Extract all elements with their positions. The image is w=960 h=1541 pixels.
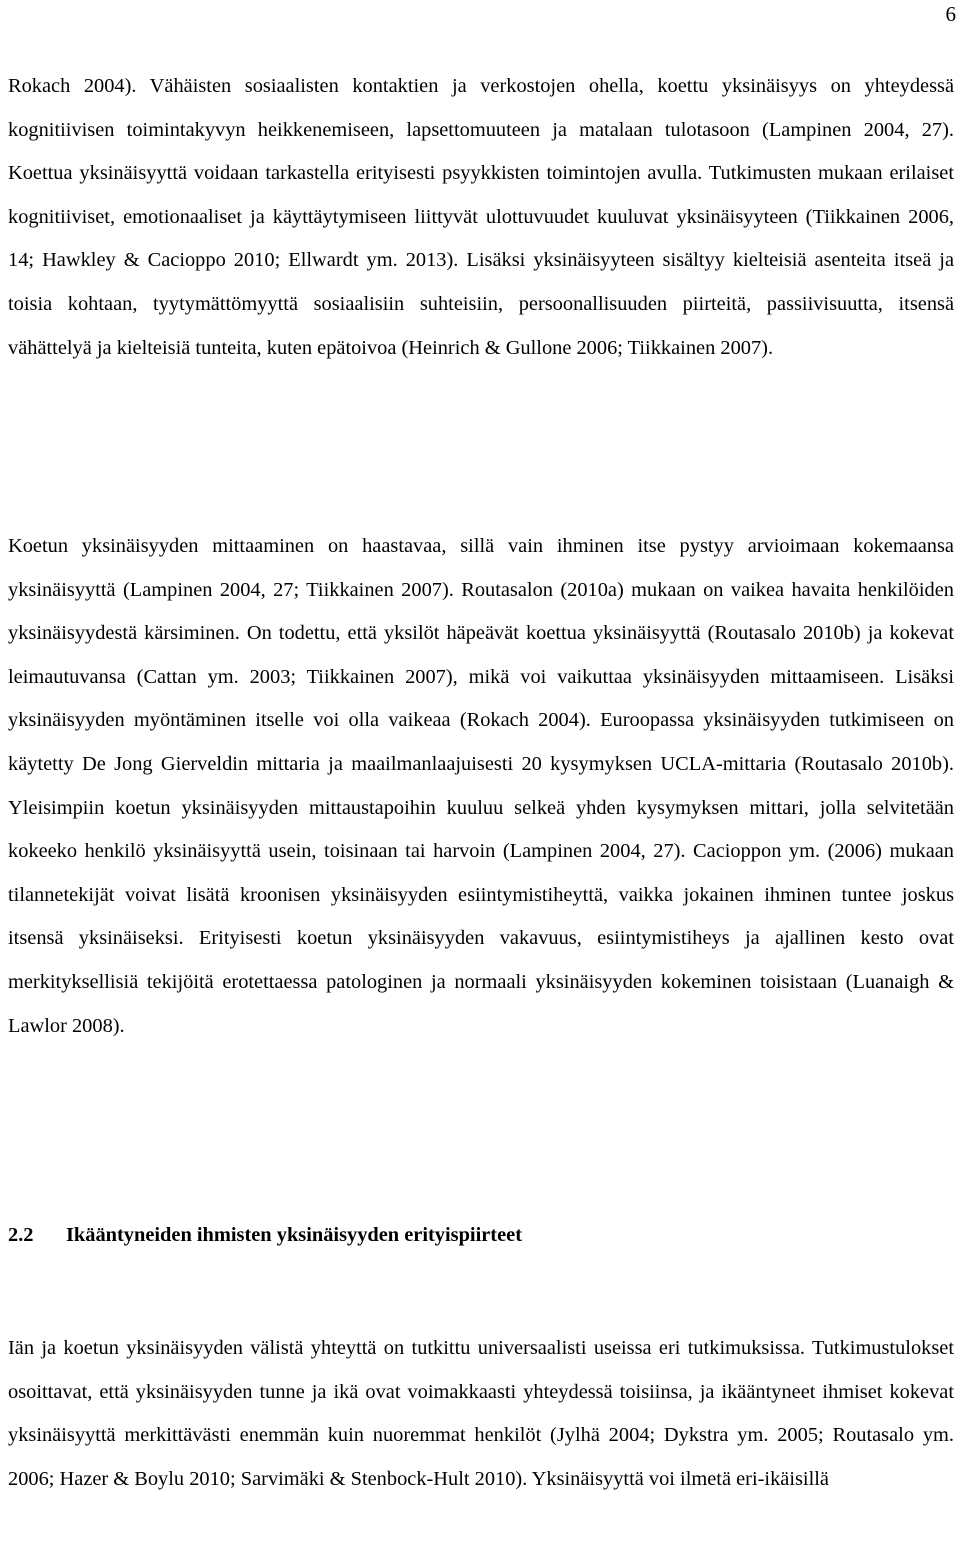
page-number: 6 <box>945 2 956 26</box>
paragraph-1: Rokach 2004). Vähäisten sosiaalisten kontaktien ja verkostojen ohella, koettu yksinäisyys on yhteydessä kognitiivisen toimintakyvyn heikkenemiseen, lapsettomuuteen ja matalaan tulotasoon (Lampinen 2004, 27). Koettua yksinäisyyttä voidaan tarkastella erityisesti psyykkisten toimintojen avulla. Tutkimusten mukaan erilaiset kognitiiviset, emotionaaliset ja käyttäytymiseen liittyvät ulottuvuudet kuuluvat yksinäisyyteen (Tiikkainen 2006, 14; Hawkley & Cacioppo 2010; Ellwardt ym. 2013). Lisäksi yksinäisyyteen sisältyy kielteisiä asenteita itseä ja toisia kohtaan, tyytymättömyyttä sosiaalisiin suhteisiin, persoonallisuuden piirteitä, passiivisuutta, itsensä vähättelyä ja kielteisiä tunteita, kuten epätoivoa (Heinrich & Gullone 2006; Tiikkainen 2007). <box>8 75 954 359</box>
section-title: Ikääntyneiden ihmisten yksinäisyyden erityispiirteet <box>66 1224 522 1246</box>
paragraph-3: Iän ja koetun yksinäisyyden välistä yhteyttä on tutkittu universaalisti useissa eri tutkimuksissa. Tutkimustulokset osoittavat, että yksinäisyyden tunne ja ikä ovat voimakkaasti yhteydessä toisiinsa, ja ikääntyneet ihmiset kokevat yksinäisyyttä merkittävästi enemmän kuin nuoremmat henkilöt (Jylhä 2004; Dykstra ym. 2005; Routasalo ym. 2006; Hazer & Boylu 2010; Sarvimäki & Stenbock-Hult 2010). Yksinäisyyttä voi ilmetä eri-ikäisillä <box>8 1337 954 1490</box>
paragraph-2: Koetun yksinäisyyden mittaaminen on haastavaa, sillä vain ihminen itse pystyy arvioimaan kokemaansa yksinäisyyttä (Lampinen 2004, 27; Tiikkainen 2007). Routasalon (2010a) mukaan on vaikea havaita henkilöiden yksinäisyydestä kärsiminen. On todettu, että yksilöt häpeävät koettua yksinäisyyttä (Routasalo 2010b) ja kokevat leimautuvansa (Cattan ym. 2003; Tiikkainen 2007), mikä voi vaikuttaa yksinäisyyden mittaamiseen. Lisäksi yksinäisyyden myöntäminen itselle voi olla vaikeaa (Rokach 2004). Euroopassa yksinäisyyden tutkimiseen on käytetty De Jong Gierveldin mittaria ja maailmanlaajuisesti 20 kysymyksen UCLA-mittaria (Routasalo 2010b). Yleisimpiin koetun yksinäisyyden mittaustapoihin kuuluu selkeä yhden kysymyksen mittari, jolla selvitetään kokeeko henkilö yksinäisyyttä usein, toisinaan tai harvoin (Lampinen 2004, 27). Cacioppon ym. (2006) mukaan tilannetekijät voivat lisätä kroonisen yksinäisyyden esiintymistiheyttä, vaikka jokainen ihminen tuntee joskus itsensä yksinäiseksi. Erityisesti koetun yksinäisyyden vakavuus, esiintymistiheys ja ajallinen kesto ovat merkityksellisiä tekijöitä erotettaessa patologinen ja normaali yksinäisyyden kokeminen toisistaan (Luanaigh & Lawlor 2008). <box>8 535 954 1037</box>
section-number: 2.2 <box>8 1224 34 1246</box>
section-heading <box>8 1220 522 1250</box>
